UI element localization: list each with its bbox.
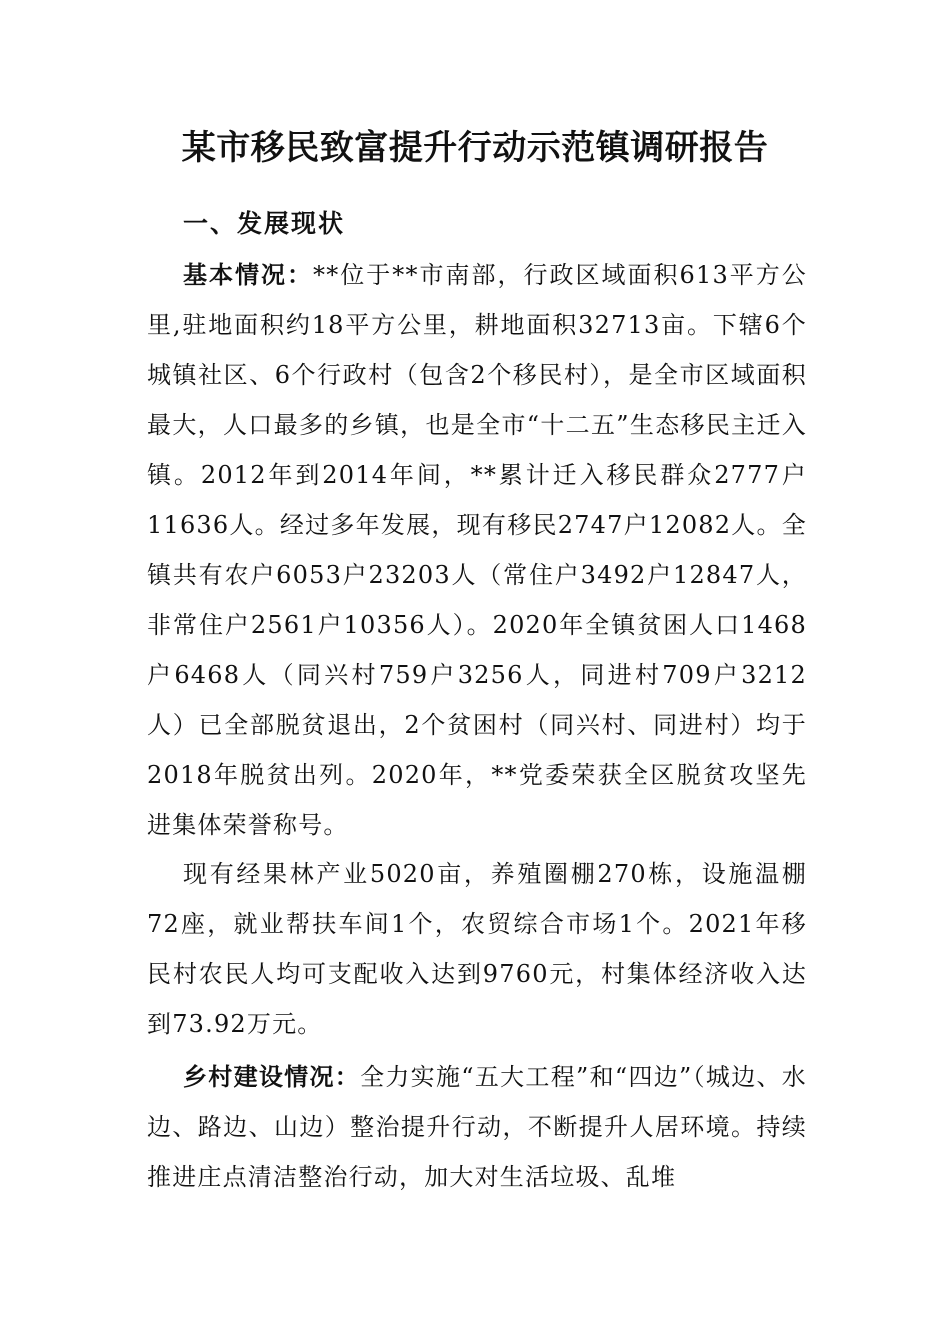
paragraph-rural-construction [147,1052,807,1202]
document-title: 某市移民致富提升行动示范镇调研报告 [181,128,769,168]
paragraph-industry [147,849,807,1049]
section-heading: 一、发展现状 [183,209,346,238]
paragraph-text-rural-construction: 全力实施“五大工程”和“四边”（城边、水边、路边、山边）整治提升行动，不断提升人居环境。持续推进庄点清洁整治行动，加大对生活垃圾、乱堆 [147,1063,807,1191]
paragraph-lead-rural-construction: 乡村建设情况： [183,1062,361,1091]
paragraph-lead-basic-situation: 基本情况： [183,260,314,289]
paragraph-text-basic-situation: **位于**市南部，行政区域面积613平方公里,驻地面积约18平方公里，耕地面积32713亩。下辖6个城镇社区、6个行政村（包含2个移民村），是全市区域面积最大，人口最多的乡镇，也是全市“十二五”生态移民主迁入镇。2012年到2014年间，**累计迁入移民群众2777户11636人。经过多年发展，现有移民2747户12082人。全镇共有农户6053户23203人（常住户3492户12847人，非常住户2561户10356人）。2020年全镇贫困人口1468户6468人（同兴村759户3256人，同进村709户3212人）已全部脱贫退出，2个贫困村（同兴村、同进村）均于2018年脱贫出列。2020年，**党委荣获全区脱贫攻坚先进集体荣誉称号。 [147,261,807,839]
paragraph-basic-situation [147,250,807,850]
paragraph-text-industry: 现有经果林产业5020亩，养殖圈棚270栋，设施温棚72座，就业帮扶车间1个，农贸综合市场1个。2021年移民村农民人均可支配收入达到9760元，村集体经济收入达到73.92万元。 [147,860,807,1038]
